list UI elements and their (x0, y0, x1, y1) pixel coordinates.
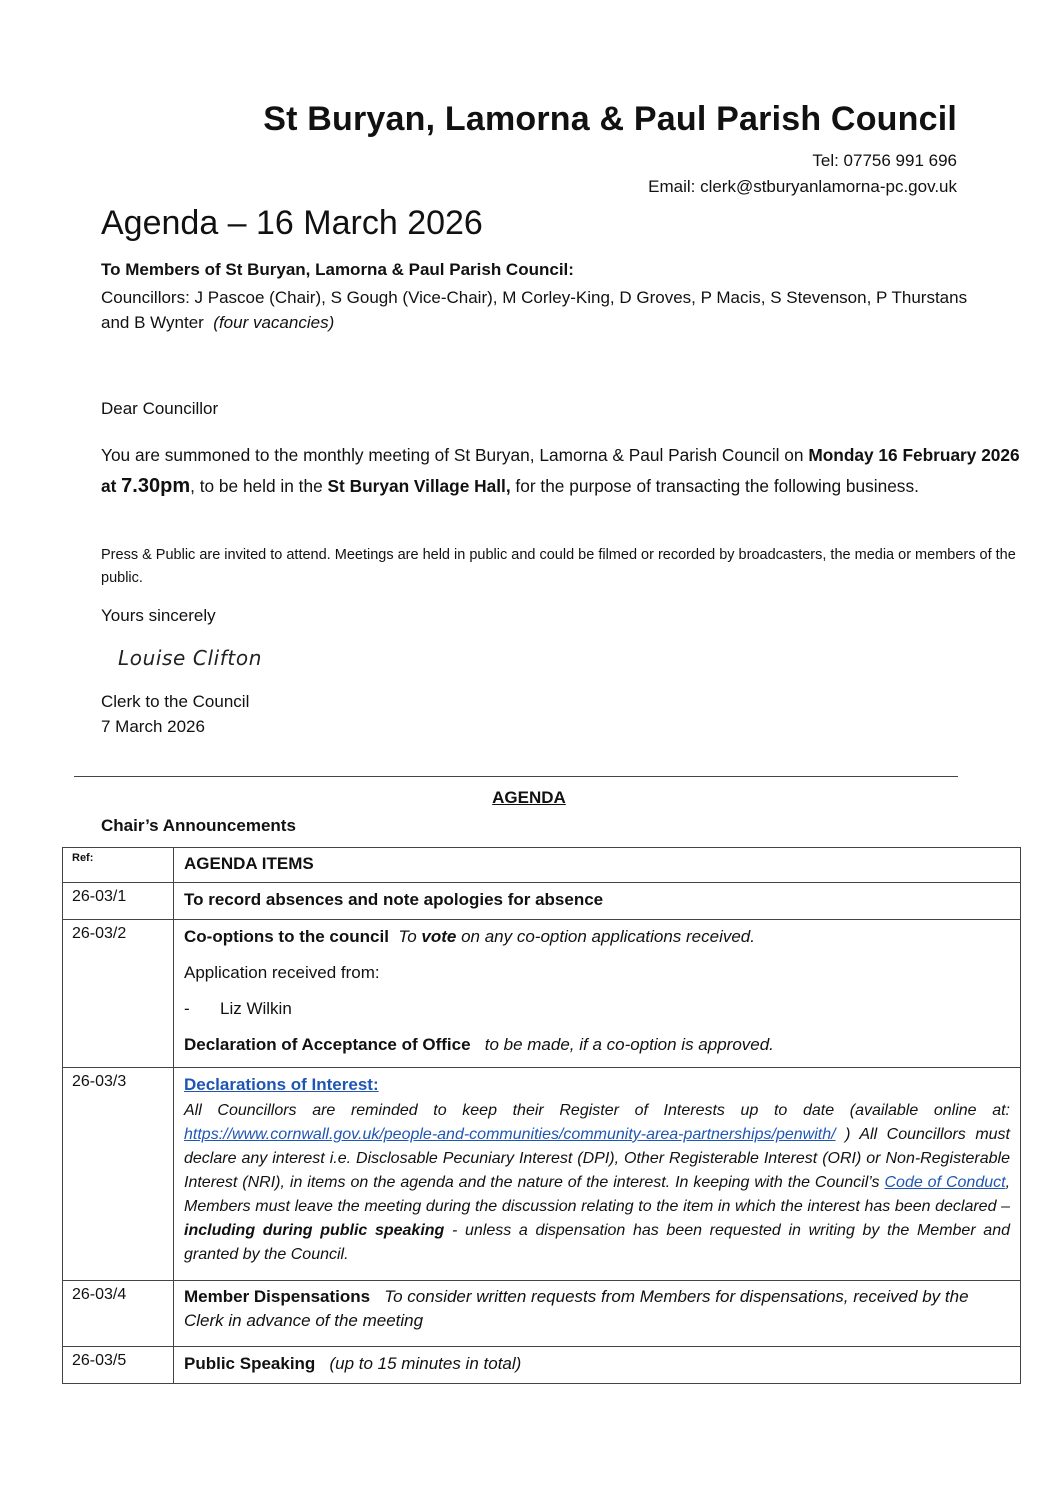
interest-text: ) All Councillors must declare any interest i.e. Disclosable Pecuniary Interest (DPI), Other Registerable Interest (ORI) or Non-Registerable Interest (NRI), in items on the agenda and the nature of the interest. In keeping with the Council’s (184, 1126, 1010, 1191)
recipients-heading: To Members of St Buryan, Lamorna & Paul Parish Council: (101, 260, 574, 279)
acceptance-title: Declaration of Acceptance of Office (184, 1035, 471, 1054)
clerk-role: Clerk to the Council (101, 692, 250, 711)
item-ref: 26-03/1 (63, 883, 174, 920)
agenda-heading: AGENDA (492, 788, 566, 807)
item-ref: 26-03/3 (63, 1068, 174, 1281)
bullet-dash: - (184, 999, 190, 1018)
declarations-link[interactable]: Declarations of Interest: (184, 1075, 379, 1094)
summons-text: , to be held in the (190, 476, 328, 496)
applicant-line (184, 997, 1010, 1021)
ref-header: Ref: (63, 848, 174, 883)
acceptance-note: to be made, if a co-option is approved. (484, 1035, 774, 1054)
interest-text: All Councillors are reminded to keep their Register of Interests up to date (available online at: (184, 1102, 1010, 1119)
table-row (63, 920, 1021, 1068)
item-title: Member Dispensations (184, 1287, 371, 1306)
interest-emphasis: including during public speaking (184, 1222, 445, 1239)
item-title: Co-options to the council (184, 927, 389, 946)
letter-date: 7 March 2026 (101, 717, 205, 736)
item-ref: 26-03/5 (63, 1347, 174, 1384)
item-ref: 26-03/2 (63, 920, 174, 1068)
councillor-list (101, 285, 981, 335)
agenda-table (62, 847, 1021, 1384)
item-body (174, 1281, 1021, 1347)
meeting-date: Monday 16 February 2026 at (101, 445, 1020, 496)
summons-text: You are summoned to the monthly meeting of St Buryan, Lamorna & Paul Parish Council on (101, 445, 809, 465)
sign-off: Yours sincerely (101, 606, 216, 625)
item-note: To consider written requests from Members for dispensations, received by the Clerk in advance of the meeting (184, 1287, 969, 1330)
meeting-venue: St Buryan Village Hall, (327, 476, 511, 496)
summons-paragraph (101, 440, 1021, 502)
table-row (63, 1281, 1021, 1347)
table-row (63, 883, 1021, 920)
council-email: Email: clerk@stburyanlamorna-pc.gov.uk (648, 177, 957, 196)
items-header: AGENDA ITEMS (174, 848, 1021, 883)
vacancies-note: (four vacancies) (213, 313, 335, 332)
code-of-conduct-link[interactable]: Code of Conduct (884, 1174, 1006, 1191)
item-ref: 26-03/4 (63, 1281, 174, 1347)
agenda-title: Agenda – 16 March 2026 (101, 204, 483, 242)
item-body (174, 920, 1021, 1068)
table-row (63, 1347, 1021, 1384)
item-body (174, 1068, 1021, 1281)
application-received: Application received from: (184, 963, 380, 982)
interest-text: - unless a dispensation has been requested in writing by the Member and granted by the Council. (184, 1222, 1011, 1263)
divider (74, 776, 958, 777)
salutation: Dear Councillor (101, 399, 219, 418)
table-header-row (63, 848, 1021, 883)
item-title: To record absences and note apologies for absence (174, 883, 1021, 920)
register-url-link[interactable]: https://www.cornwall.gov.uk/people-and-communities/community-area-partnerships/penwith/ (184, 1126, 836, 1143)
council-name: St Buryan, Lamorna & Paul Parish Council (263, 100, 957, 138)
table-row (63, 1068, 1021, 1281)
item-note: To (398, 927, 422, 946)
councillor-names: Councillors: J Pascoe (Chair), S Gough (Vice-Chair), M Corley-King, D Groves, P Macis, S Stevenson, P Thurstans and B Wynter (101, 288, 968, 332)
item-note: on any co-option applications received. (456, 927, 755, 946)
applicant-name: Liz Wilkin (220, 999, 292, 1018)
item-note-emphasis: vote (421, 927, 457, 946)
press-notice: Press & Public are invited to attend. Meetings are held in public and could be filmed or recorded by broadcasters, the media or members of the public. (101, 547, 1016, 586)
interest-paragraph (184, 1099, 1010, 1267)
item-note: (up to 15 minutes in total) (329, 1354, 522, 1373)
item-body (174, 1347, 1021, 1384)
interest-text: , Members must leave the meeting during the discussion relating to the item in which the interest has been declared – (184, 1174, 1011, 1215)
item-title: Public Speaking (184, 1354, 316, 1373)
council-telephone: Tel: 07756 991 696 (812, 151, 957, 170)
meeting-time: 7.30pm (121, 475, 191, 497)
summons-text: for the purpose of transacting the following business. (510, 476, 919, 496)
clerk-signature: Louise Clifton (118, 646, 262, 670)
chair-announcements: Chair’s Announcements (101, 816, 296, 835)
acceptance-line (184, 1033, 1010, 1057)
